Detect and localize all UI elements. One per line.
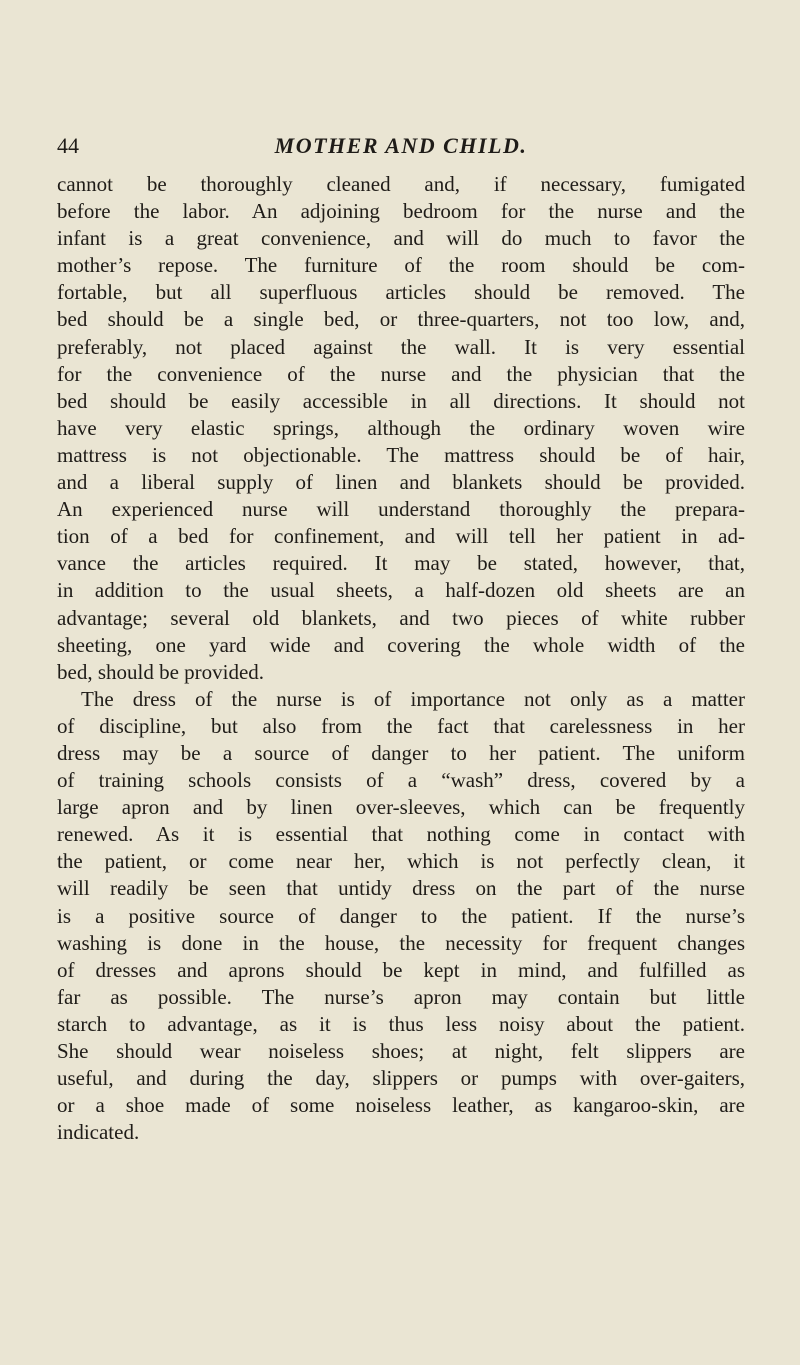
text-line: in addition to the usual sheets, a half-dozen old sheets are an [57,578,745,603]
text-line: She should wear noiseless shoes; at night, felt slippers are [57,1039,745,1063]
text-line: and a liberal supply of linen and blankets should be provided. [57,470,745,495]
text-line: renewed. As it is essential that nothing come in contact with [57,822,745,847]
text-line: bed, should be provided. [57,659,265,684]
text-line: infant is a great convenience, and will do much to favor the [57,226,745,251]
text-line: useful, and during the day, slippers or pumps with over-gaiters, [57,1066,745,1091]
body-text [57,171,745,1146]
page-number: 44 [57,133,79,158]
text-line: far as possible. The nurse’s apron may contain but little [57,984,745,1009]
text-line: The dress of the nurse is of importance not only as a matter [81,686,745,711]
text-line: washing is done in the house, the necessity for frequent changes [57,930,745,955]
text-line: fortable, but all superfluous articles should be removed. The [57,280,745,305]
text-line: will readily be seen that untidy dress on the part of the nurse [57,876,745,901]
text-line: have very elastic springs, although the ordinary woven wire [57,415,745,440]
text-line: before the labor. An adjoining bedroom for the nurse and the [57,199,745,224]
text-line: preferably, not placed against the wall. It is very essential [57,334,745,359]
text-line: is a positive source of danger to the patient. If the nurse’s [57,903,745,928]
text-line: large apron and by linen over-sleeves, which can be frequently [57,795,745,820]
text-line: sheeting, one yard wide and covering the whole width of the [57,632,745,657]
running-head [57,133,745,159]
text-line: of training schools consists of a “wash” dress, covered by a [57,768,745,793]
text-line: mother’s repose. The furniture of the room should be com- [57,253,745,278]
text-line: dress may be a source of danger to her patient. The uniform [57,740,745,765]
text-line: for the convenience of the nurse and the physician that the [57,361,745,386]
text-line: mattress is not objectionable. The mattress should be of hair, [57,442,745,467]
text-line: vance the articles required. It may be stated, however, that, [57,551,745,576]
text-line: advantage; several old blankets, and two pieces of white rubber [57,605,745,630]
text-line: bed should be a single bed, or three-quarters, not too low, and, [57,307,745,332]
text-line: indicated. [57,1120,140,1145]
text-line: tion of a bed for confinement, and will tell her patient in ad- [57,524,745,549]
text-line: cannot be thoroughly cleaned and, if necessary, fumigated [57,172,745,196]
text-line: of dresses and aprons should be kept in mind, and fulfilled as [57,957,745,982]
text-line: or a shoe made of some noiseless leather, as kangaroo-skin, are [57,1093,745,1118]
text-line: the patient, or come near her, which is not perfectly clean, it [57,849,745,874]
text-line: of discipline, but also from the fact that carelessness in her [57,713,745,738]
running-title: MOTHER AND CHILD. [274,133,528,158]
text-line: An experienced nurse will understand thoroughly the prepara- [57,497,745,522]
text-line: bed should be easily accessible in all directions. It should not [57,388,745,413]
text-line: starch to advantage, as it is thus less noisy about the patient. [57,1011,745,1036]
